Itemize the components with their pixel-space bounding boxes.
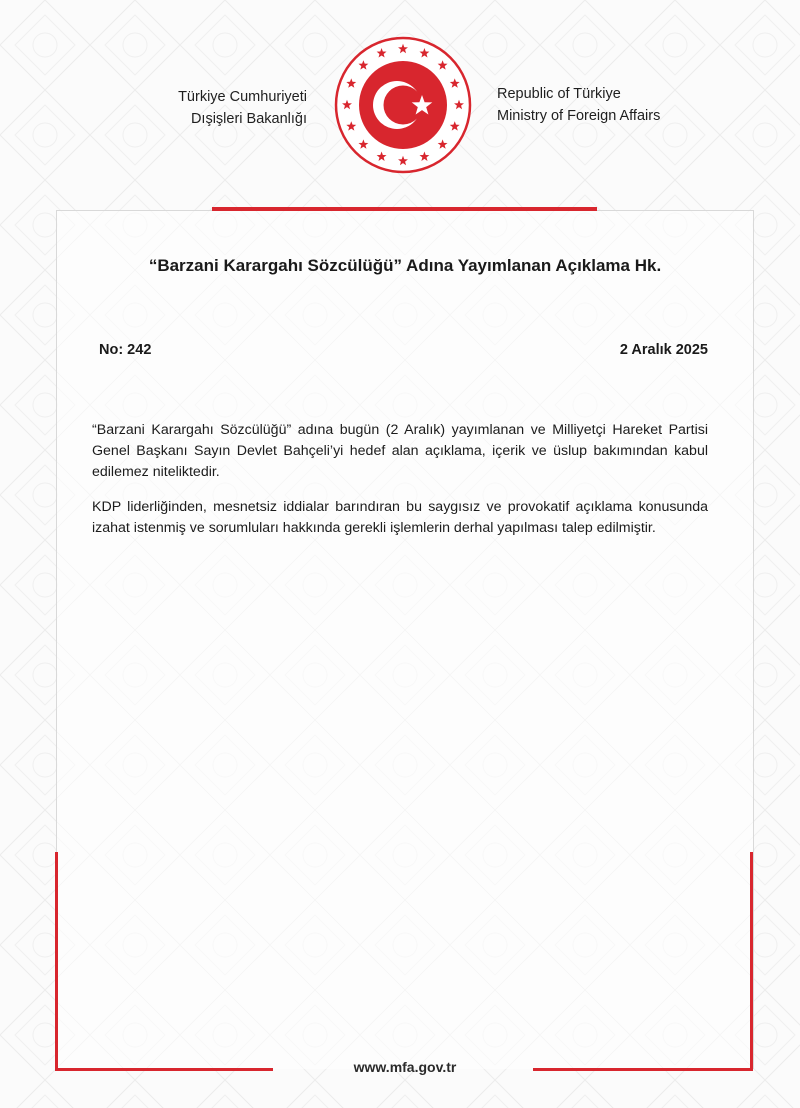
top-red-rule xyxy=(212,207,597,211)
bottom-right-red-rule xyxy=(533,1068,753,1071)
header-left-line1: Türkiye Cumhuriyeti xyxy=(178,89,307,105)
header-right-line2: Ministry of Foreign Affairs xyxy=(497,108,661,124)
ministry-name-english xyxy=(497,83,717,127)
footer-website-link[interactable]: www.mfa.gov.tr xyxy=(353,1059,457,1075)
document-date: 2 Aralık 2025 xyxy=(619,342,708,358)
body-paragraph-1: “Barzani Karargahı Sözcülüğü” adına bugün (2 Aralık) yayımlanan ve Milliyetçi Hareket Partisi Genel Başkanı Sayın Devlet Bahçeli’yi hedef alan açıklama, içerik ve üslup bakımından kabul edilemez niteliktedir. xyxy=(92,422,708,480)
bottom-left-red-rule xyxy=(55,1068,273,1071)
left-red-border xyxy=(55,852,58,1071)
document-body xyxy=(92,420,708,553)
document-title: “Barzani Karargahı Sözcülüğü” Adına Yayımlanan Açıklama Hk. xyxy=(148,256,662,275)
crescent-star-emblem-icon xyxy=(334,36,472,174)
header-left-line2: Dışişleri Bakanlığı xyxy=(190,111,307,127)
header-right-line1: Republic of Türkiye xyxy=(497,86,621,102)
document-number: No: 242 xyxy=(99,342,152,358)
body-paragraph-2: KDP liderliğinden, mesnetsiz iddialar barındıran bu saygısız ve provokatif açıklama konusunda izahat istenmiş ve sorumluları hakkında gerekli işlemlerin derhal yapılması talep edilmiştir. xyxy=(92,499,708,536)
document-card xyxy=(56,210,754,1069)
ministry-name-turkish xyxy=(150,86,307,130)
right-red-border xyxy=(750,852,753,1071)
